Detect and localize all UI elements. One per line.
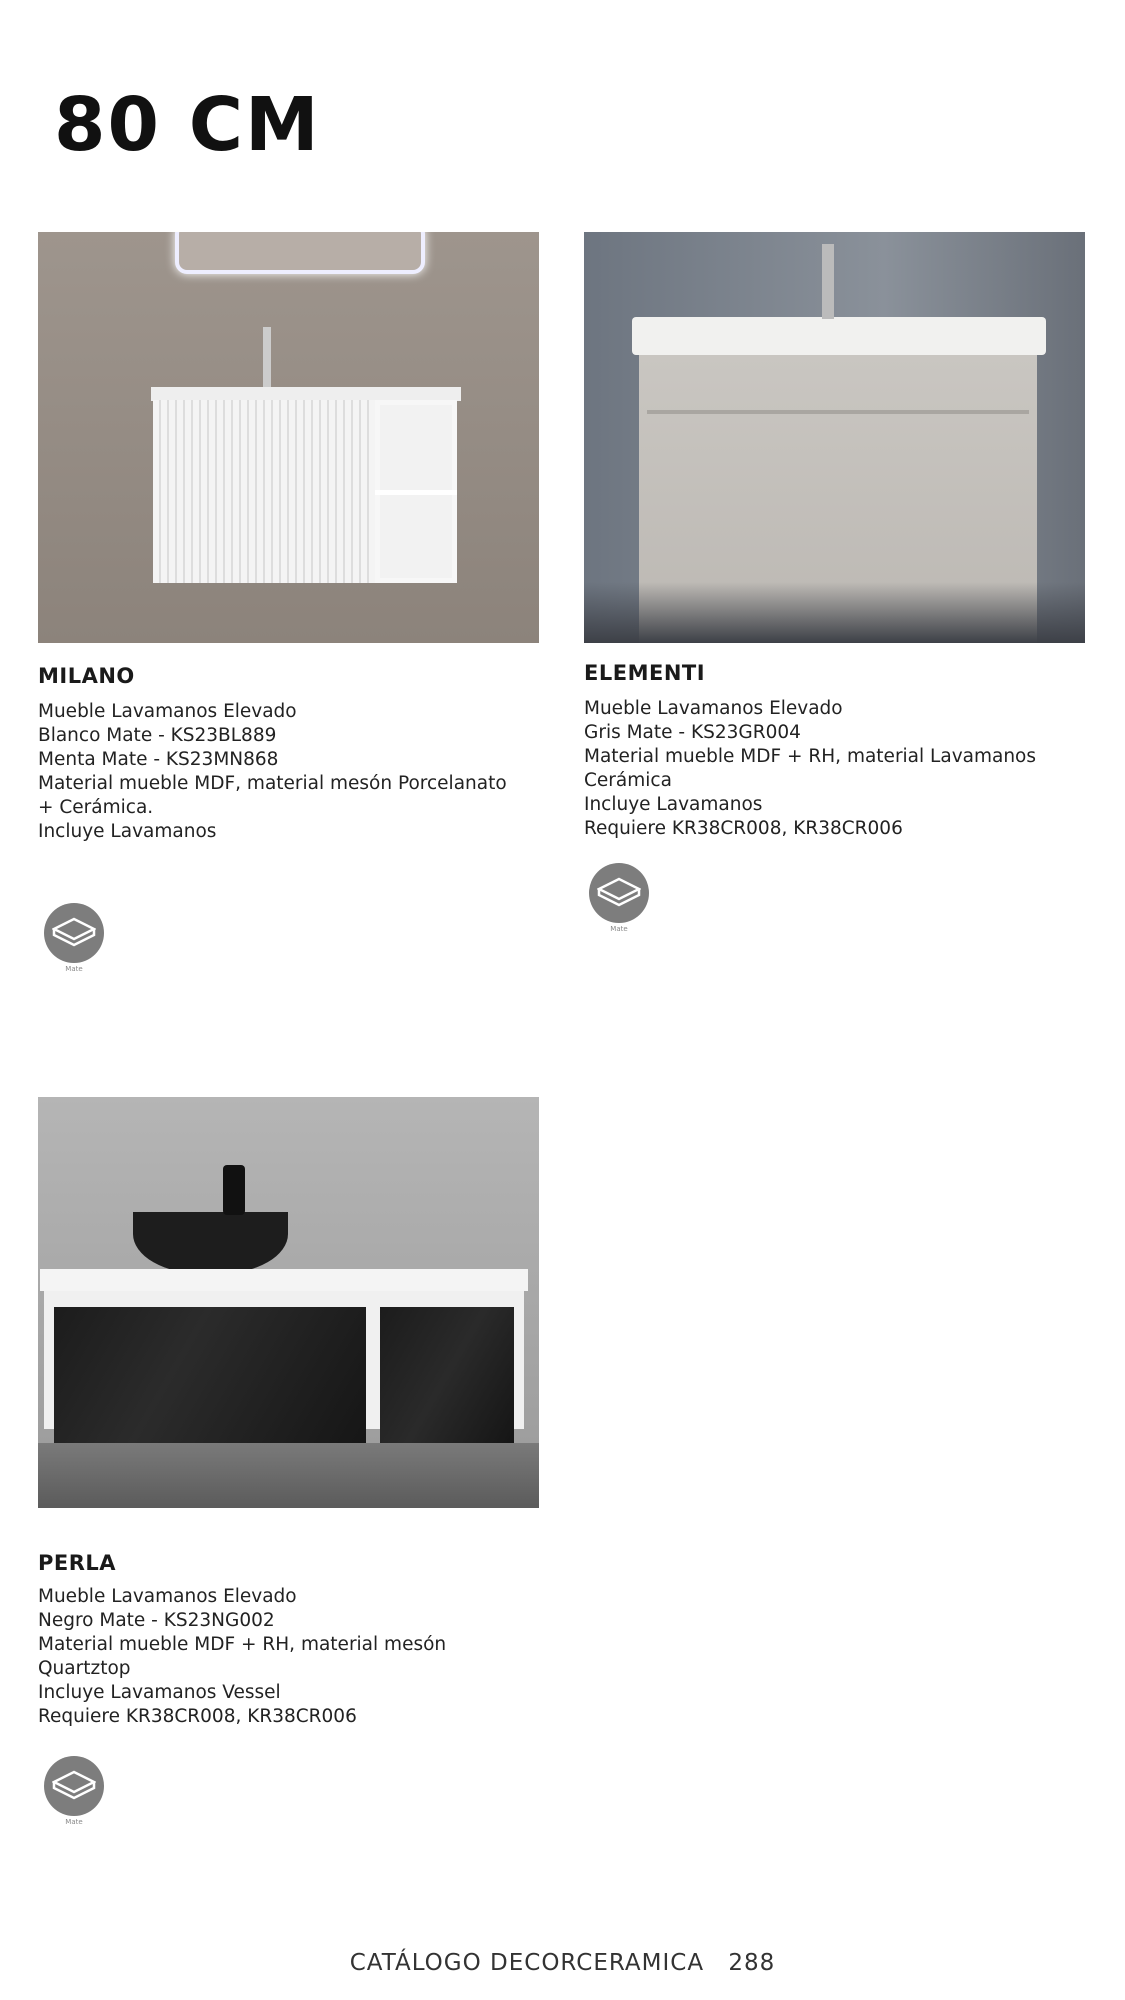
matte-finish-icon bbox=[44, 903, 104, 963]
desc-line: Incluye Lavamanos Vessel bbox=[38, 1682, 281, 1703]
product-description bbox=[584, 697, 1036, 841]
desc-line: Mueble Lavamanos Elevado bbox=[38, 701, 297, 722]
desc-line: Menta Mate - KS23MN868 bbox=[38, 749, 279, 770]
product-description bbox=[38, 700, 507, 844]
product-title: ELEMENTI bbox=[584, 661, 706, 685]
product-title: PERLA bbox=[38, 1551, 117, 1575]
perla-product-photo bbox=[38, 1097, 539, 1508]
elementi-product-photo bbox=[584, 232, 1085, 643]
desc-line: Quartztop bbox=[38, 1658, 131, 1679]
product-description bbox=[38, 1585, 446, 1729]
catalog-name: CATÁLOGO DECORCERAMICA bbox=[349, 1950, 705, 1976]
finish-badge: Mate bbox=[43, 903, 105, 973]
matte-finish-icon bbox=[44, 1756, 104, 1816]
desc-line: + Cerámica. bbox=[38, 797, 154, 818]
milano-product-photo bbox=[38, 232, 539, 643]
desc-line: Requiere KR38CR008, KR38CR006 bbox=[38, 1706, 357, 1727]
desc-line: Negro Mate - KS23NG002 bbox=[38, 1610, 275, 1631]
desc-line: Material mueble MDF, material mesón Porcelanato bbox=[38, 773, 507, 794]
desc-line: Gris Mate - KS23GR004 bbox=[584, 722, 801, 743]
page-number: 288 bbox=[728, 1950, 776, 1976]
desc-line: Incluye Lavamanos bbox=[38, 821, 217, 842]
desc-line: Mueble Lavamanos Elevado bbox=[584, 698, 843, 719]
desc-line: Material mueble MDF + RH, material Lavamanos bbox=[584, 746, 1037, 767]
page-title: 80 CM bbox=[54, 82, 321, 168]
desc-line: Requiere KR38CR008, KR38CR006 bbox=[584, 818, 903, 839]
page-footer bbox=[0, 1950, 1125, 1976]
desc-line: Mueble Lavamanos Elevado bbox=[38, 1586, 297, 1607]
desc-line: Material mueble MDF + RH, material mesón bbox=[38, 1634, 447, 1655]
finish-badge: Mate bbox=[43, 1756, 105, 1826]
finish-badge: Mate bbox=[588, 863, 650, 933]
desc-line: Cerámica bbox=[584, 770, 672, 791]
desc-line: Incluye Lavamanos bbox=[584, 794, 763, 815]
desc-line: Blanco Mate - KS23BL889 bbox=[38, 725, 277, 746]
matte-finish-icon bbox=[589, 863, 649, 923]
product-title: MILANO bbox=[38, 664, 135, 688]
